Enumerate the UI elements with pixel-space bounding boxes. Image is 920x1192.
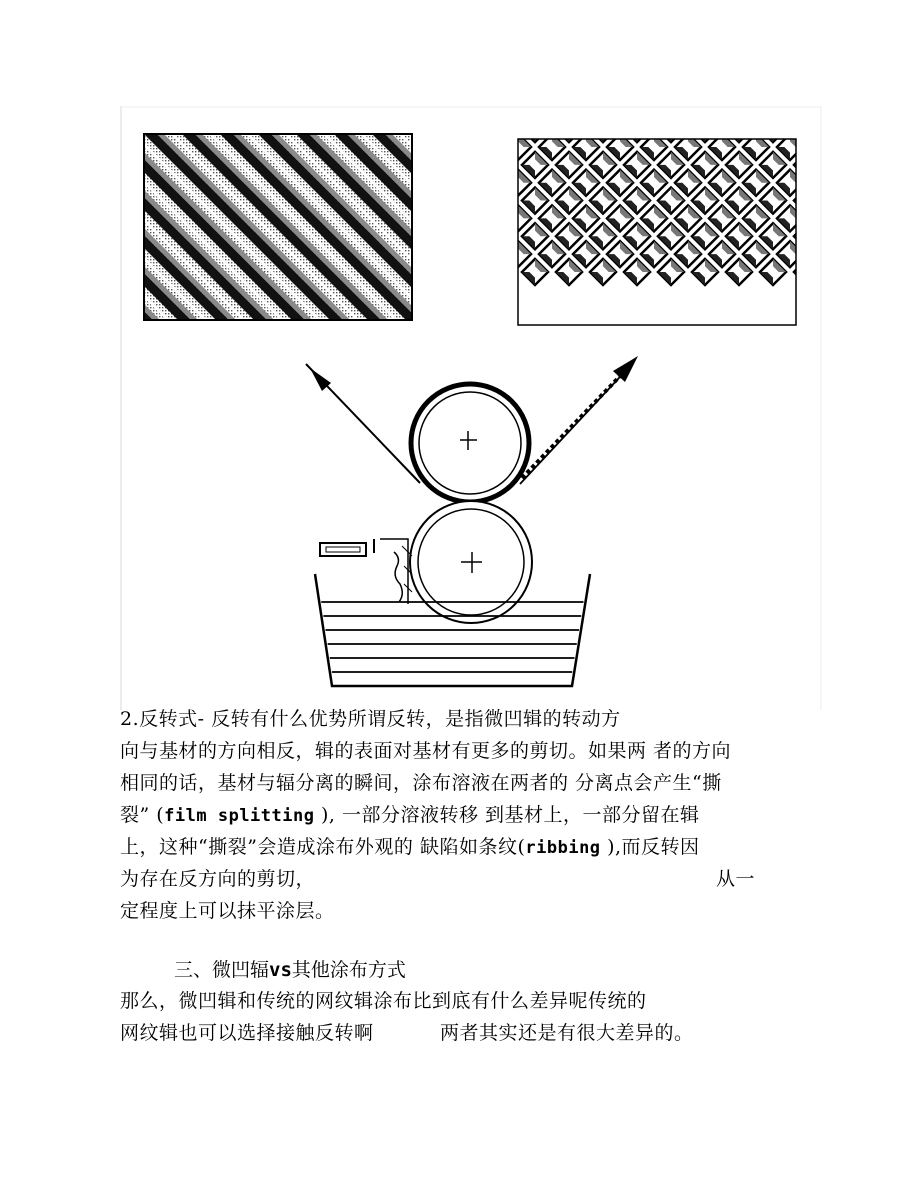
- text-line: 上，这种“撕裂”会造成涂布外观的 缺陷如条纹(: [120, 836, 526, 858]
- para-line-4: [120, 800, 700, 830]
- para-line-3: [120, 768, 722, 798]
- term-ribbing: ribbing: [525, 838, 601, 858]
- para-line-1: [120, 704, 621, 734]
- text-line: 相同的话，基材与辐分离的瞬间，涂布溶液在两者的 分离点会产生“撕: [120, 772, 722, 794]
- text-line: 2.反转式- 反转有什么优势所谓反转，是指微凹辑的转动方: [120, 708, 621, 730]
- section-3-heading: [174, 955, 406, 982]
- text-line: 网纹辑也可以选择接触反转啊: [120, 1022, 374, 1044]
- impression-roller: [411, 384, 529, 502]
- diamond-cell-pattern: [471, 116, 822, 325]
- text-line: 裂” (: [120, 804, 165, 826]
- para-line-6: [120, 864, 780, 894]
- text-line: ),而反转因: [600, 836, 700, 858]
- doctor-blade: [320, 539, 412, 604]
- text-line: 为存在反方向的剪切，: [120, 868, 316, 890]
- outgoing-coated-web-arrow: [520, 356, 638, 484]
- para-line-2: [120, 736, 731, 766]
- gravure-roller: [410, 501, 532, 623]
- term-film-splitting: film splitting: [164, 806, 315, 826]
- heading-vs: vs: [269, 959, 292, 981]
- text-line: 向与基材的方向相反，辑的表面对基材有更多的剪切。如果两 者的方向: [120, 740, 732, 762]
- text-line: 从一: [716, 868, 756, 890]
- para-line-7: [120, 896, 335, 926]
- para-line-5: [120, 832, 700, 862]
- gravure-figure: [120, 106, 822, 710]
- text-line: 定程度上可以抹平涂层。: [120, 900, 335, 922]
- text-line: 那么，微凹辑和传统的网纹辑涂布比到底有什么差异呢传统的: [120, 990, 647, 1012]
- para-line-1: [120, 986, 647, 1016]
- para-line-2: [120, 1018, 694, 1048]
- text-line: ), 一部分溶液转移 到基材上，一部分留在辑: [314, 804, 700, 826]
- heading-text: 其他涂布方式: [291, 959, 406, 981]
- incoming-web-arrow: [306, 364, 420, 483]
- text-line: 两者其实还是有很大差异的。: [440, 1022, 694, 1044]
- heading-text: 三、微凹辐: [174, 959, 270, 981]
